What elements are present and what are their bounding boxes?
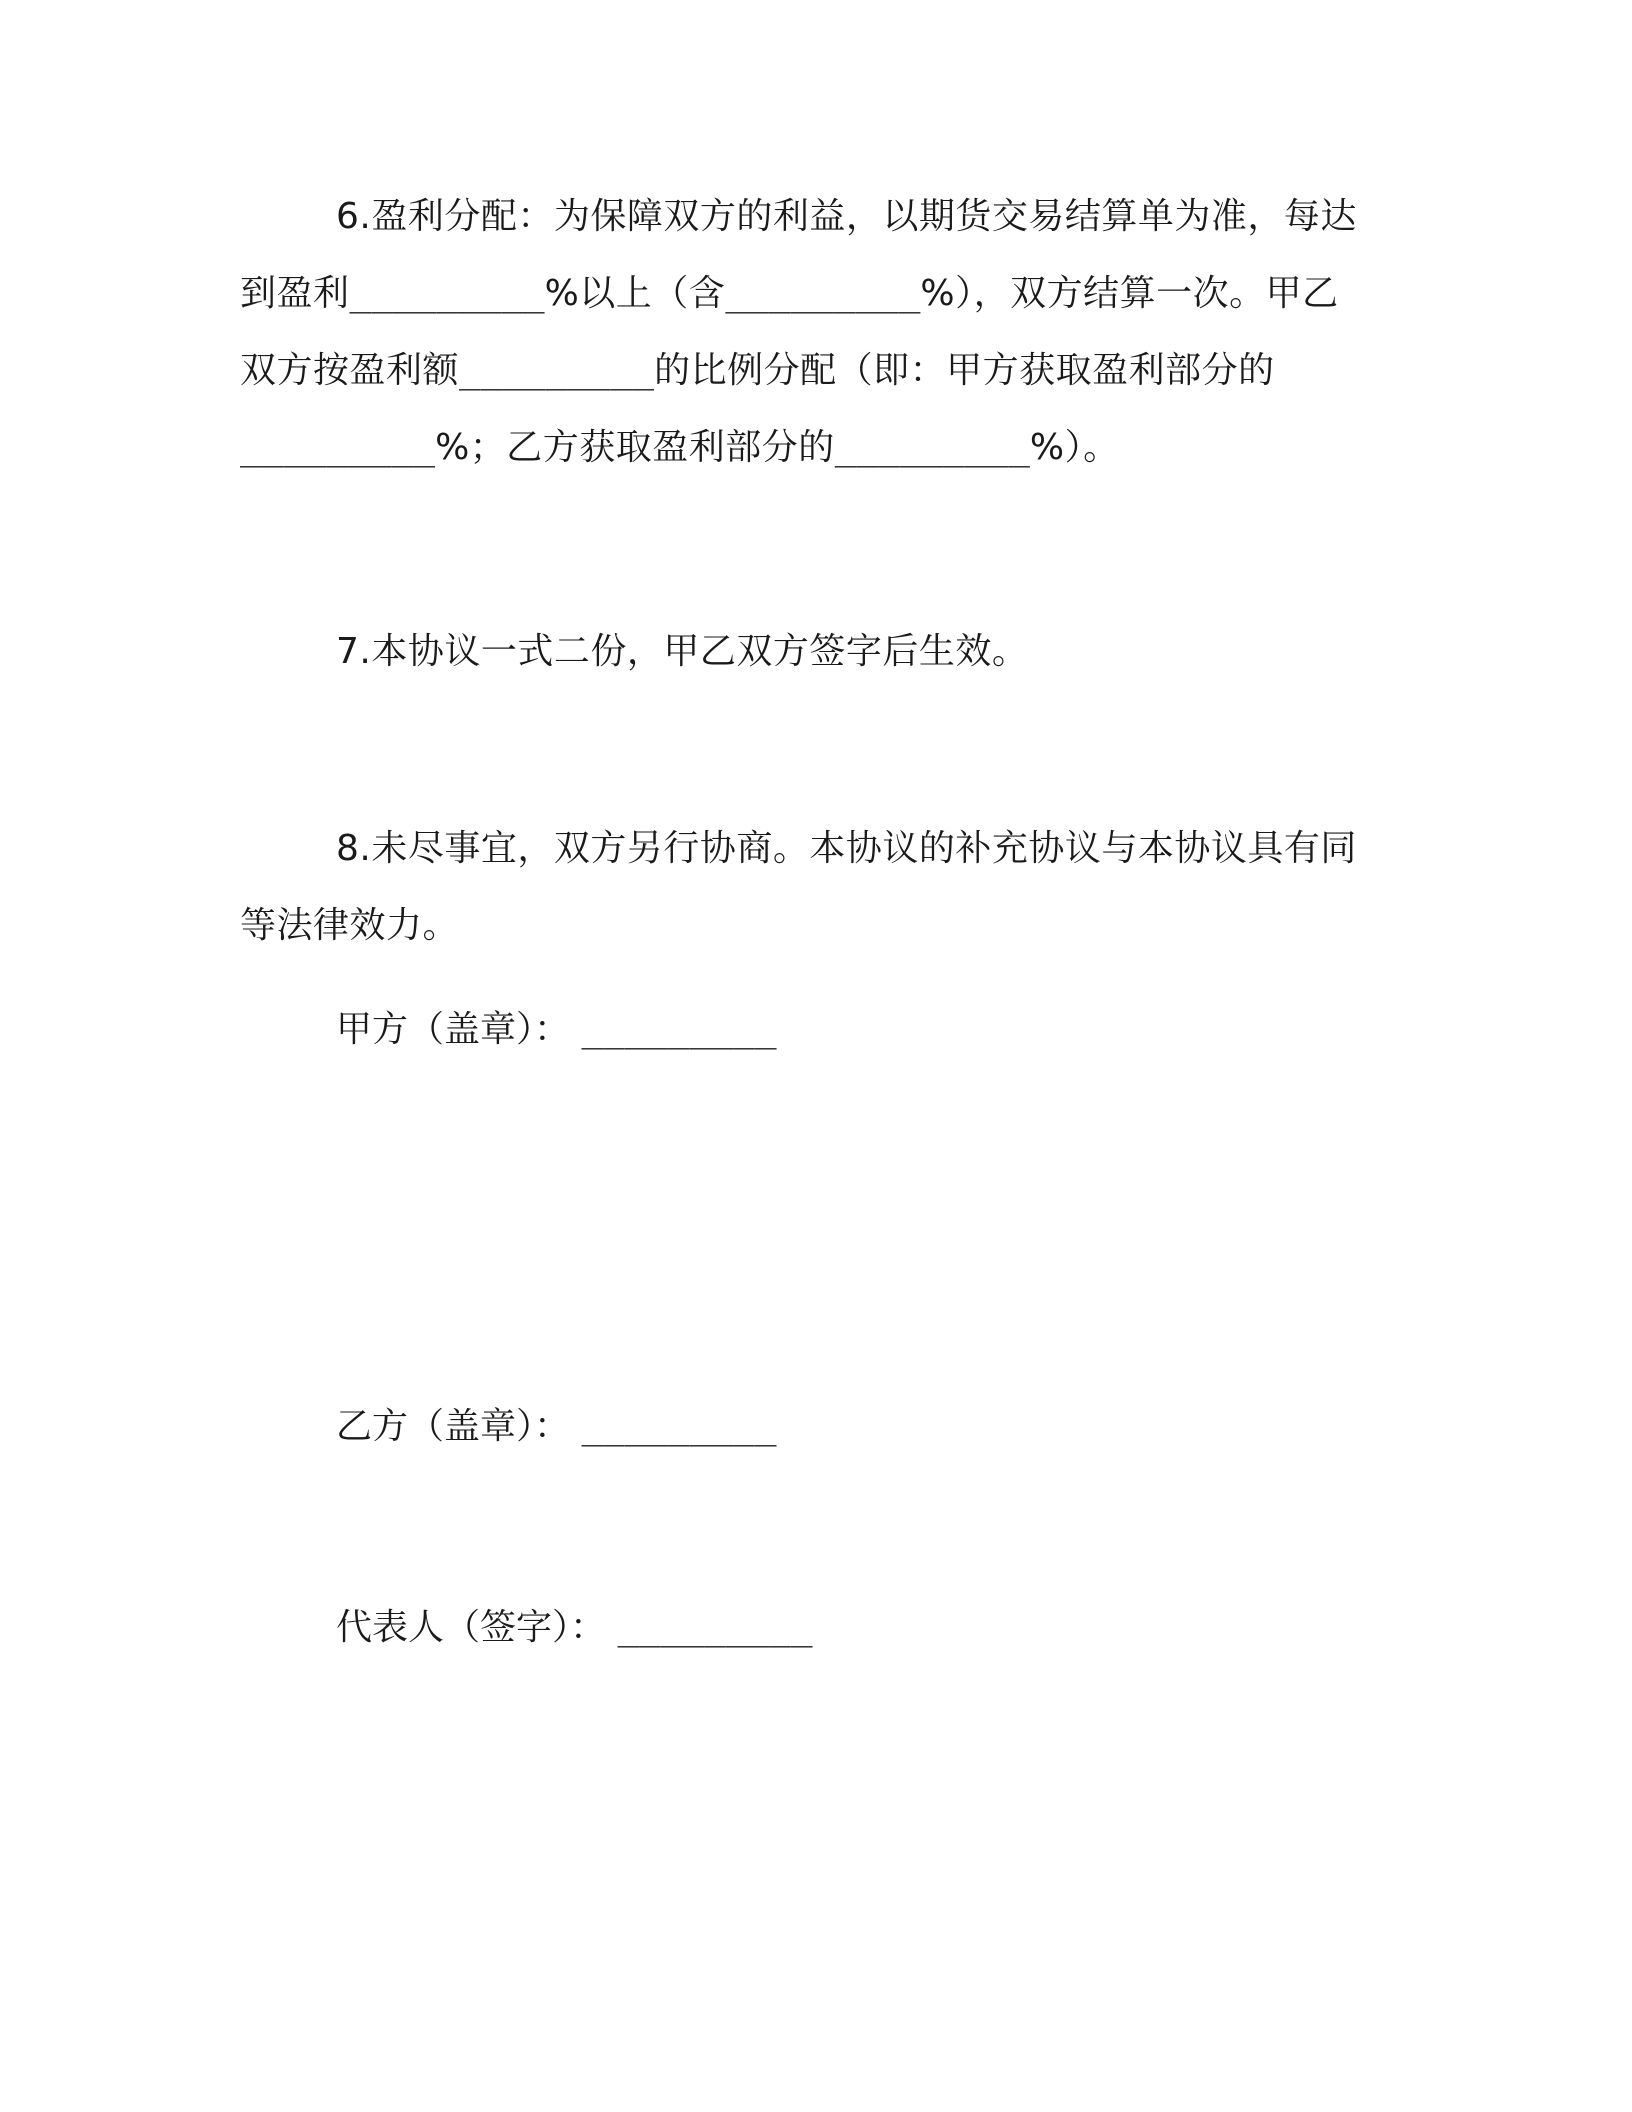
party-a-seal-label: 甲方（盖章）： xyxy=(336,1009,571,1050)
party-b-seal-blank[interactable]: _________ xyxy=(581,1406,777,1447)
representative-signature-label: 代表人（签字）： xyxy=(336,1607,607,1648)
clause-6-line-3 xyxy=(240,332,1376,409)
clause-6-text: %以上（含 xyxy=(544,273,726,314)
clause-6-line-4 xyxy=(240,409,1376,486)
clause-7-copies xyxy=(240,613,1376,690)
clause-6-text: 的比例分配（即：甲方获取盈利部分的 xyxy=(654,350,1275,391)
clause-8-line-1: 8.未尽事宜，双方另行协商。本协议的补充协议与本协议具有同 xyxy=(336,828,1357,869)
clause-8-line-2: 等法律效力。 xyxy=(240,905,460,946)
representative-signature-line xyxy=(336,1598,813,1658)
clause-6-profit-distribution xyxy=(240,178,1376,486)
clause-7-text: 7.本协议一式二份，甲乙双方签字后生效。 xyxy=(336,631,1029,672)
clause-6-text: 到盈利 xyxy=(240,273,350,314)
clause-6-text: 双方按盈利额 xyxy=(240,350,460,391)
clause-6-text: %；乙方获取盈利部分的 xyxy=(435,427,835,468)
clause-6-line-1-text: 6.盈利分配：为保障双方的利益，以期货交易结算单为准，每达 xyxy=(336,196,1357,237)
clause-8-supplementary xyxy=(240,810,1376,964)
clause-6-line-2 xyxy=(240,255,1376,332)
party-b-share-blank[interactable]: _________ xyxy=(834,427,1030,468)
clause-6-text: %），双方结算一次。甲乙 xyxy=(920,273,1339,314)
party-b-seal-label: 乙方（盖章）： xyxy=(336,1406,571,1447)
representative-signature-blank[interactable]: _________ xyxy=(617,1607,813,1648)
profit-threshold-inclusive-blank[interactable]: _________ xyxy=(725,273,921,314)
party-b-seal-line xyxy=(336,1397,777,1457)
distribution-ratio-blank[interactable]: _________ xyxy=(459,350,655,391)
party-a-share-blank[interactable]: _________ xyxy=(240,427,436,468)
party-a-seal-line xyxy=(336,1000,777,1060)
party-a-seal-blank[interactable]: _________ xyxy=(581,1009,777,1050)
clause-6-line-1 xyxy=(240,178,1376,255)
profit-threshold-blank[interactable]: _________ xyxy=(349,273,545,314)
clause-6-text: %）。 xyxy=(1029,427,1120,468)
